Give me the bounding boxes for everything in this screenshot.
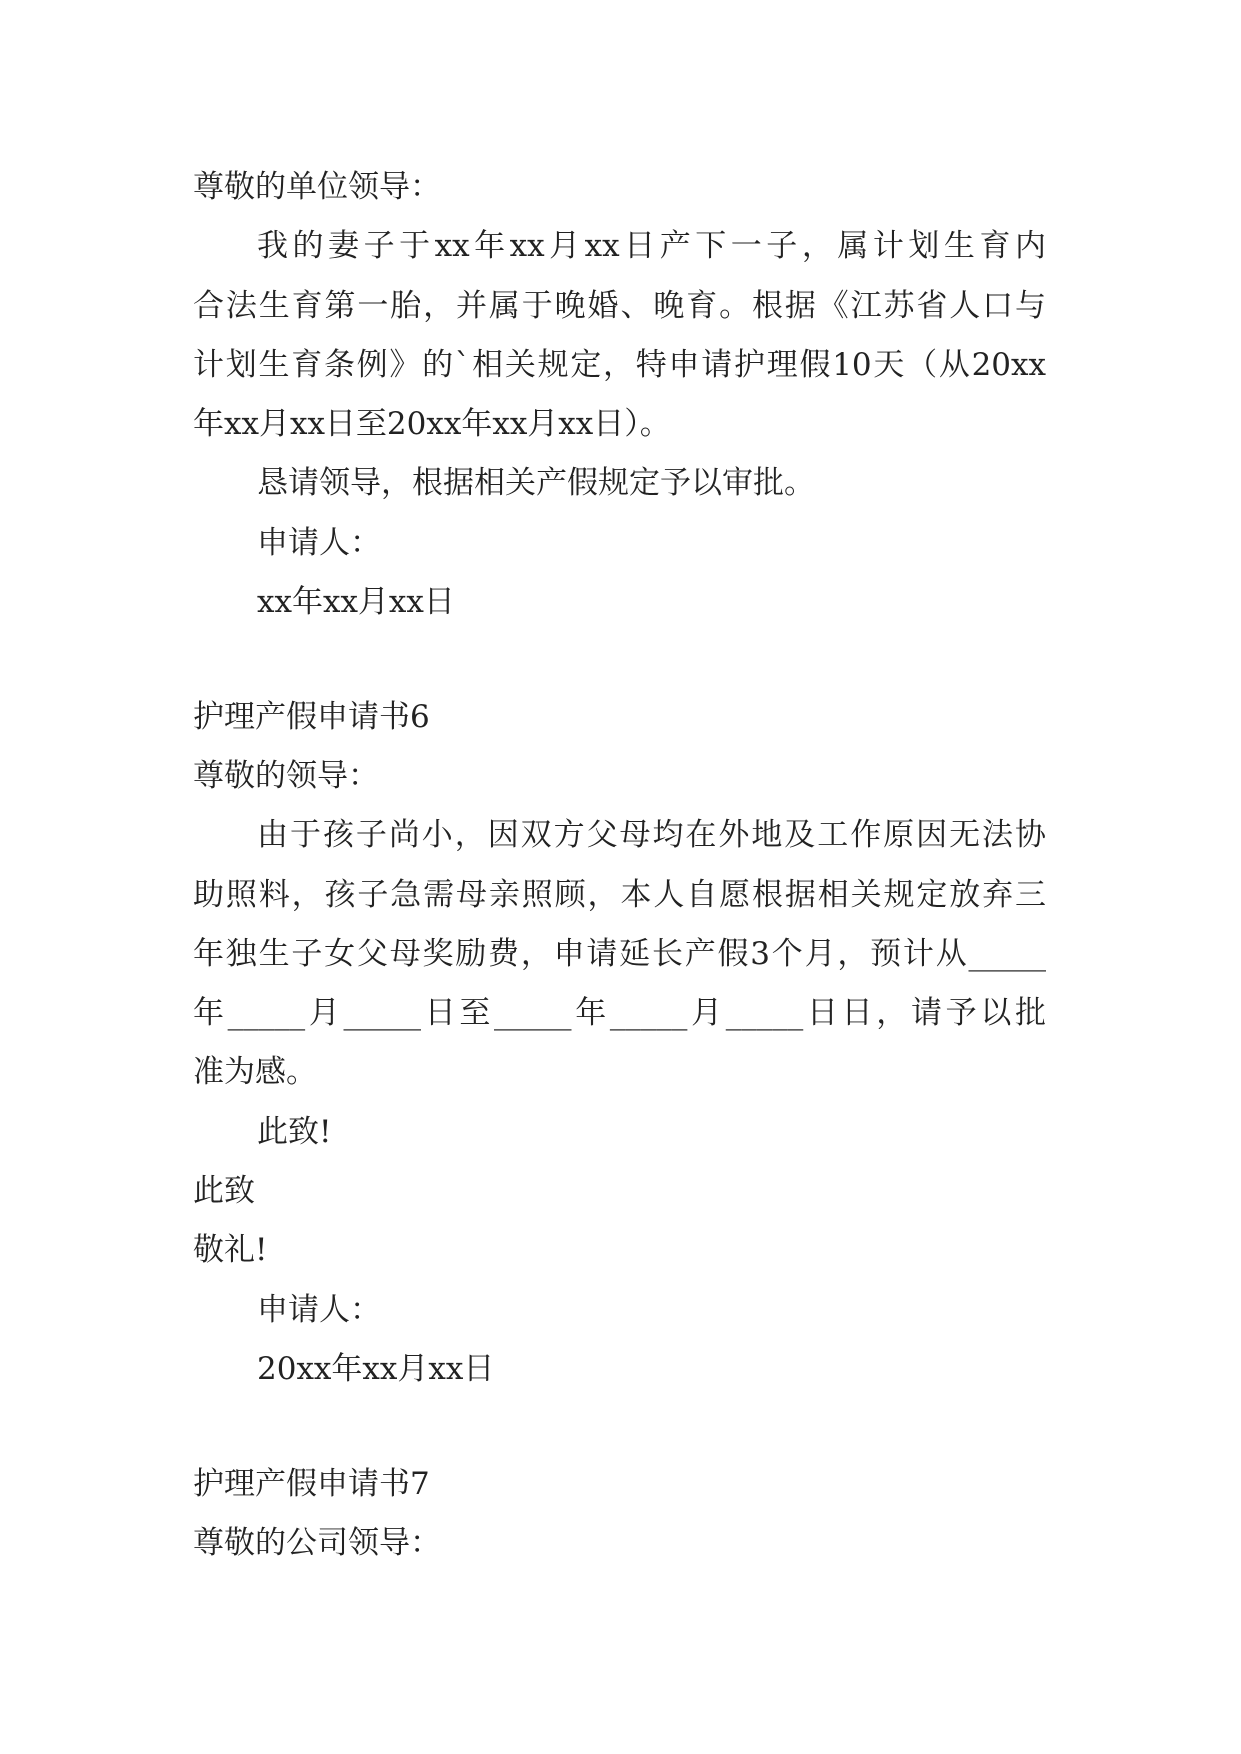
closing-indented: 此致!: [257, 1114, 332, 1150]
paragraph-text: 我的妻子于xx年xx月xx日产下一子，属计划生育内: [257, 228, 1046, 264]
applicant-label: 申请人：: [257, 1292, 381, 1328]
paragraph-text: 计划生育条例》的`相关规定，特申请护理假10天（从20xx: [193, 347, 1046, 383]
paragraph-line: [0, 226, 1241, 266]
salutation: 尊敬的单位领导：: [193, 169, 441, 205]
closing-line: 此致: [193, 1173, 255, 1209]
salutation: 尊敬的领导：: [193, 758, 379, 794]
paragraph-text: 合法生育第一胎，并属于晚婚、晚育。根据《江苏省人口与: [193, 288, 1046, 324]
paragraph-text: 由于孩子尚小，因双方父母均在外地及工作原因无法协: [257, 817, 1046, 853]
paragraph-text: 助照料，孩子急需母亲照顾，本人自愿根据相关规定放弃三: [193, 877, 1046, 913]
paragraph-line: [0, 286, 1241, 326]
paragraph-line: [0, 345, 1241, 385]
paragraph-line: [0, 815, 1241, 855]
paragraph-line-last: 年xx月xx日至20xx年xx月xx日）。: [193, 406, 671, 442]
paragraph-line: [0, 993, 1241, 1033]
request-line: 恳请领导，根据相关产假规定予以审批。: [257, 465, 815, 501]
section-title: 护理产假申请书6: [193, 699, 430, 735]
applicant-label: 申请人：: [257, 525, 381, 561]
closing-regards: 敬礼!: [193, 1232, 268, 1268]
paragraph-text: 年独生子女父母奖励费，申请延长产假3个月，预计从_____: [193, 936, 1046, 972]
paragraph-text: 年_____月_____日至_____年_____月_____日日，请予以批: [193, 995, 1046, 1031]
salutation: 尊敬的公司领导：: [193, 1525, 441, 1561]
paragraph-line: [0, 875, 1241, 915]
section-title: 护理产假申请书7: [193, 1466, 430, 1502]
paragraph-line: [0, 934, 1241, 974]
paragraph-line-last: 准为感。: [193, 1054, 317, 1090]
date-line: 20xx年xx月xx日: [257, 1351, 495, 1387]
date-line: xx年xx月xx日: [257, 584, 455, 620]
